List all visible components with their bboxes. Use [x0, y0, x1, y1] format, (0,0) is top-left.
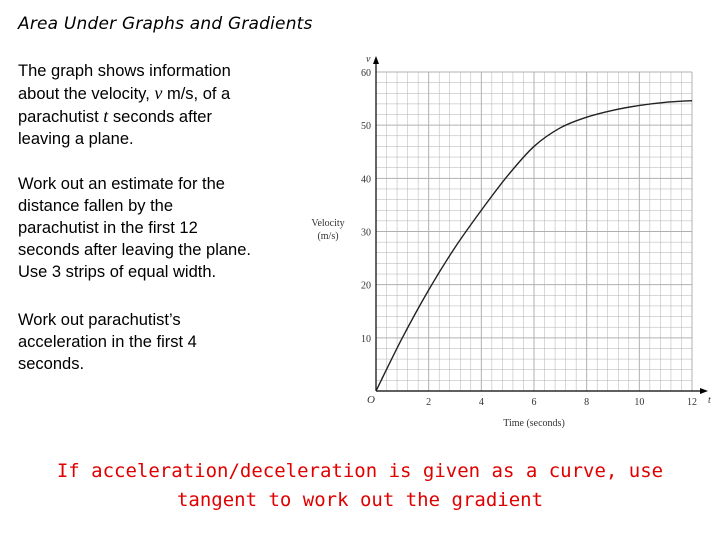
acceleration-line-2: acceleration in the first 4: [18, 333, 197, 351]
y-tick-label: 20: [361, 280, 371, 292]
tip-line-1: If acceleration/deceleration is given as a curve, use: [56, 460, 664, 482]
question-acceleration: [18, 309, 298, 375]
y-tick-label: 30: [361, 227, 371, 239]
velocity-symbol: v: [154, 83, 163, 103]
y-axis-label: [311, 218, 344, 242]
distance-line-2: distance fallen by the: [18, 197, 174, 215]
distance-line-3: parachutist in the first 12: [18, 219, 198, 237]
distance-line-4: seconds after leaving the plane.: [18, 241, 251, 259]
x-axis-letter: t: [708, 395, 711, 406]
x-tick-label: 4: [478, 397, 484, 408]
y-tick-label: 60: [361, 68, 371, 79]
time-symbol: t: [103, 106, 109, 126]
question-distance: [18, 173, 298, 283]
tip-note: [0, 457, 720, 515]
y-axis-label-line: Velocity: [311, 218, 345, 229]
distance-line-5: Use 3 strips of equal width.: [18, 263, 217, 281]
y-axis-letter: v: [366, 54, 371, 65]
acceleration-line-3: seconds.: [18, 355, 85, 373]
y-tick-label: 10: [361, 333, 371, 345]
distance-line-1: Work out an estimate for the: [18, 175, 225, 193]
x-tick-label: 12: [687, 397, 697, 408]
y-tick-label: 50: [361, 121, 371, 133]
x-axis-arrow: [700, 388, 708, 394]
x-axis-label: Time (seconds): [503, 418, 565, 429]
chart-axes: [373, 56, 708, 394]
x-tick-label: 8: [584, 397, 590, 408]
page-title: Area Under Graphs and Gradients: [18, 14, 313, 34]
question-intro: [18, 60, 298, 150]
x-tick-label: 6: [531, 397, 537, 408]
chart-grid: [376, 72, 692, 391]
intro-line-3: parachutist t seconds after: [18, 106, 212, 126]
x-tick-label: 2: [426, 397, 432, 408]
x-tick-label: 10: [634, 397, 645, 408]
tip-line-2: tangent to work out the gradient: [176, 489, 544, 511]
intro-line-4: leaving a plane.: [18, 130, 134, 148]
intro-line-2: about the velocity, v m/s, of a: [18, 83, 231, 103]
y-tick-label: 40: [361, 174, 371, 186]
tick-labels: [361, 68, 697, 408]
origin-label: O: [367, 394, 375, 406]
acceleration-line-1: Work out parachutist’s: [18, 311, 181, 329]
velocity-time-graph: [300, 50, 720, 440]
y-axis-arrow: [373, 56, 379, 64]
intro-line-1: The graph shows information: [18, 62, 231, 80]
y-axis-label-line: (m/s): [317, 231, 339, 242]
